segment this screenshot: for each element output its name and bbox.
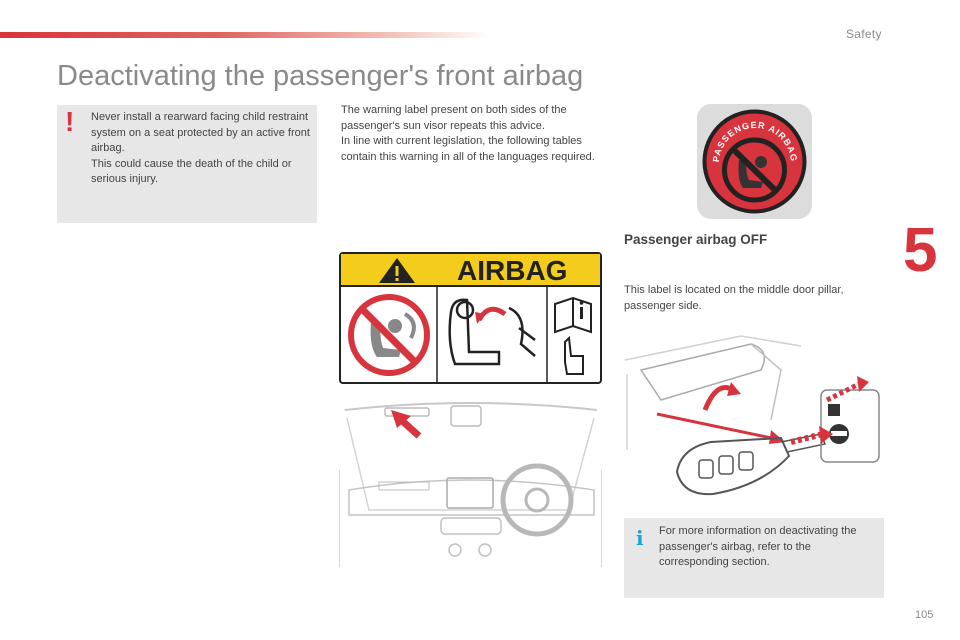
top-accent-bar — [0, 32, 490, 38]
passenger-label-ring-text: PASSENGER AIRBAG — [710, 119, 800, 163]
intro-text — [341, 103, 601, 165]
door-pillar-illustration — [621, 330, 885, 510]
location-text: This label is located on the middle door pillar, passenger side. — [624, 284, 844, 312]
chapter-number: 5 — [903, 216, 938, 285]
no-child-seat-icon — [351, 297, 427, 373]
info-text: For more information on deactivating the passenger's airbag, refer to the corresponding section. — [659, 525, 857, 568]
page-number: 105 — [915, 609, 934, 621]
intro-line: In line with current legislation, the following tables contain this warning in all of the languages required. — [341, 135, 595, 163]
airbag-warning-label — [339, 252, 602, 384]
warning-text — [91, 110, 311, 188]
section-heading: Passenger airbag OFF — [624, 232, 768, 247]
airbag-label-title: AIRBAG — [457, 255, 568, 286]
warning-line: This could cause the death of the child or serious injury. — [91, 157, 292, 185]
exclamation-icon: ! — [65, 106, 75, 137]
page-title: Deactivating the passenger's front airbag — [57, 60, 584, 92]
passenger-airbag-label — [697, 104, 812, 219]
info-icon: i — [636, 526, 644, 550]
section-label: Safety — [846, 27, 882, 41]
intro-line: The warning label present on both sides of the passenger's sun visor repeats this advice. — [341, 104, 567, 132]
warning-line: Never install a rearward facing child restraint system on a seat protected by an active front airbag. — [91, 111, 310, 154]
dashboard-illustration — [339, 400, 602, 567]
